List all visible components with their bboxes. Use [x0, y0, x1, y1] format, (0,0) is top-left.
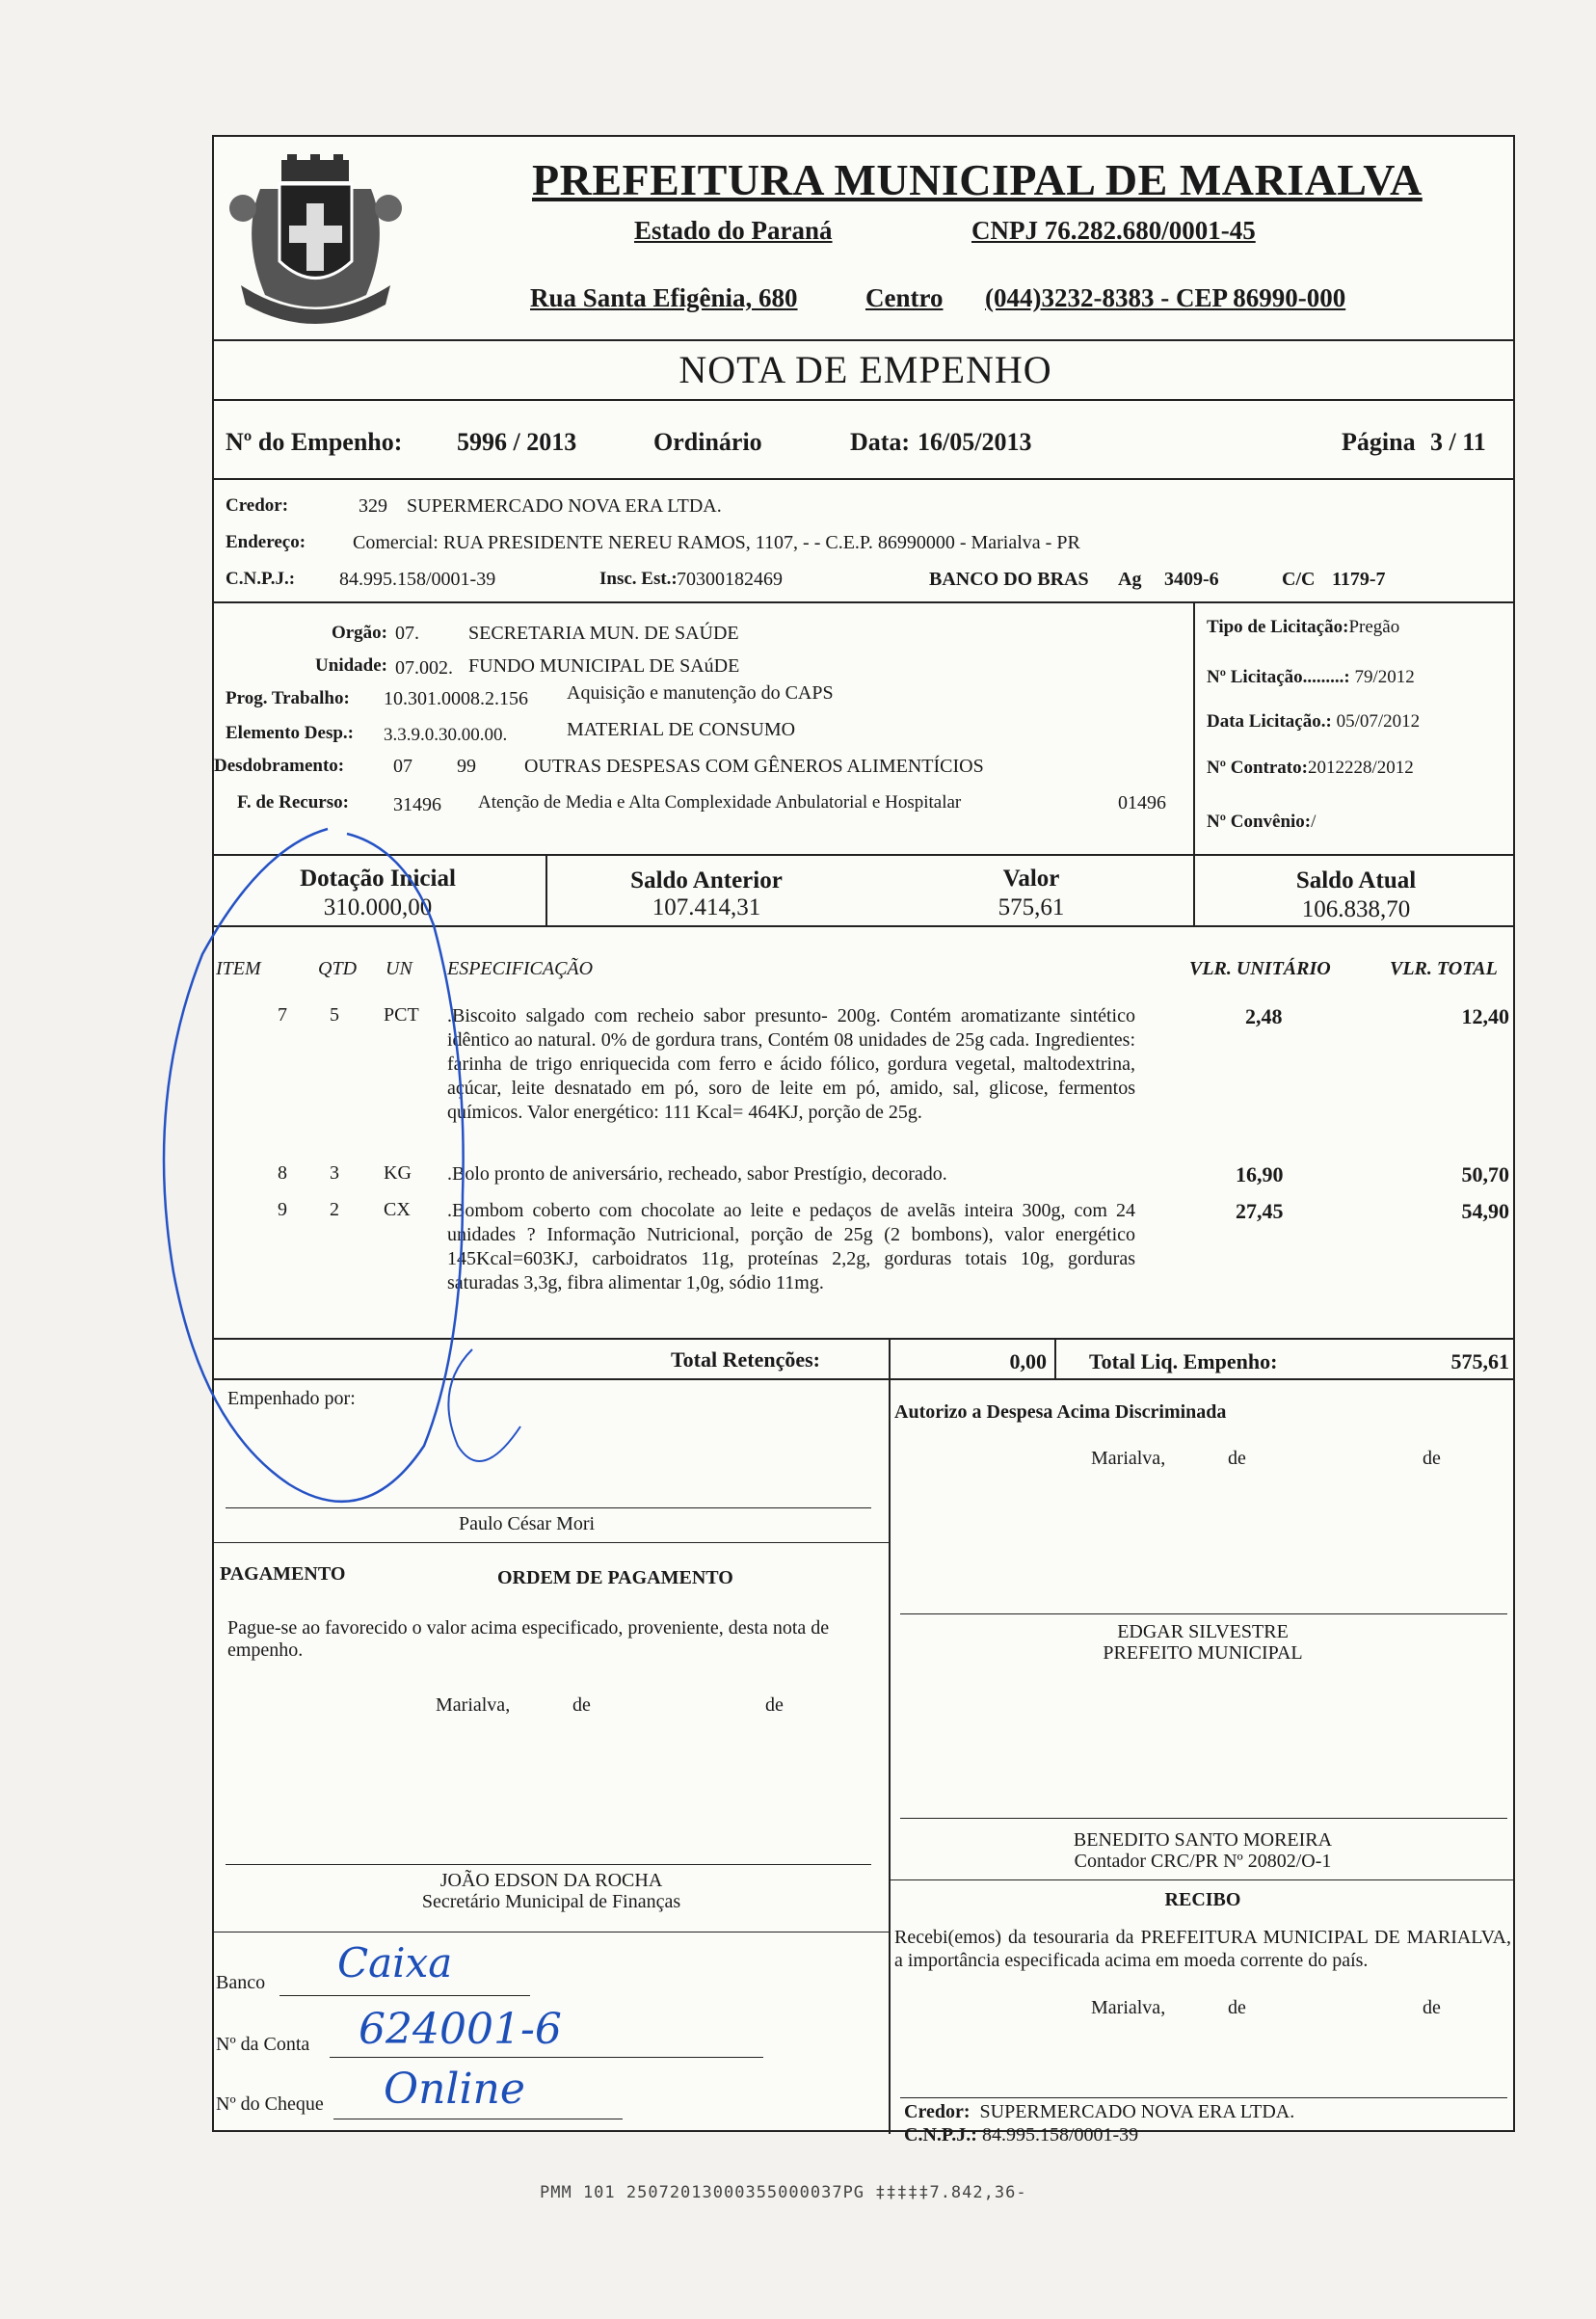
item-number: 7 [278, 1004, 287, 1026]
bank-cc: 1179-7 [1332, 569, 1386, 590]
col-vlr-unit: VLR. UNITÁRIO [1189, 958, 1331, 979]
recurso-code2: 01496 [1118, 792, 1166, 813]
licitacao-num-label: Nº Licitação.........: [1207, 667, 1350, 687]
elem-label: Elemento Desp.: [226, 723, 354, 743]
licitacao-contrato-label: Nº Contrato: [1207, 758, 1308, 778]
insc-label: Insc. Est.: [599, 569, 678, 589]
col-un: UN [386, 958, 412, 979]
banco-handwritten: Caixa [337, 1939, 453, 1986]
item-un: PCT [384, 1004, 419, 1026]
contador-role: Contador CRC/PR Nº 20802/O-1 [1074, 1851, 1332, 1872]
item-unit-price: 2,48 [1245, 1004, 1283, 1028]
pagamento-place: Marialva, [436, 1694, 511, 1716]
item-description: .Bolo pronto de aniversário, recheado, sabor Prestígio, decorado. [447, 1163, 947, 1185]
item-total: 50,70 [1461, 1162, 1509, 1186]
bank-ag: 3409-6 [1164, 569, 1219, 590]
item-unit-price: 16,90 [1236, 1162, 1284, 1186]
item-qtd: 2 [330, 1199, 339, 1220]
empenho-date-label: Data: [850, 428, 911, 456]
conta-label: Nº da Conta [216, 2034, 310, 2055]
licitacao-contrato [1207, 758, 1414, 779]
item-description: .Biscoito salgado com recheio sabor presunto- 200g. Contém aromatizante sintético idêntico ao natural. 0% de gordura trans, Contém 08 unidades de 25g cada. Ingredientes: farinha de trigo enriquecida com ferro e ácido fólico, gordura vegetal, maltodextrina, açúcar, leite desnatado em pó, soro de leite em pó, amido, sal, glicose, fermentos químicos. Valor energético: 111 Kcal= 464KJ, porção de 25g. [447, 1005, 1135, 1123]
pagamento-text: Pague-se ao favorecido o valor acima especificado, proveniente, desta nota de empenho. [227, 1617, 830, 1661]
desd-label: Desdobramento: [214, 756, 345, 776]
licitacao-data [1207, 711, 1420, 733]
coat-of-arms-logo [222, 150, 410, 324]
item-number: 8 [278, 1162, 287, 1184]
item-description: .Bombom coberto com chocolate ao leite e pedaços de avelãs inteira 300g, com 24 unidades ? Informação Nutricional, porção de 25g (2 bombons), valor energético 145Kcal=603KJ, carboidratos 11g, proteínas 2,2g, gorduras totais 10g, gorduras saturadas 3,3g, fibra alimentar 1,0g, sódio 11mg. [447, 1200, 1135, 1293]
autorizo-label: Autorizo a Despesa Acima Discriminada [894, 1401, 1227, 1423]
recibo-title: RECIBO [1164, 1889, 1241, 1910]
conta-handwritten: 624001-6 [359, 2005, 562, 2054]
page-number: 3 / 11 [1430, 428, 1486, 456]
empenho-type: Ordinário [653, 428, 762, 456]
valor-label: Valor [1002, 866, 1060, 892]
item-total: 54,90 [1461, 1199, 1509, 1223]
item-qtd: 5 [330, 1004, 339, 1026]
empenhado-label: Empenhado por: [227, 1388, 356, 1409]
prefeito-name: EDGAR SILVESTRE [1117, 1621, 1289, 1642]
header-cnpj: CNPJ 76.282.680/0001-45 [971, 216, 1256, 245]
col-qtd: QTD [318, 958, 358, 979]
total-liquido-value: 575,61 [1450, 1349, 1509, 1373]
desd-code2: 99 [457, 756, 476, 777]
saldo-atual-value: 106.838,70 [1301, 896, 1411, 922]
doc-title: NOTA DE EMPENHO [678, 348, 1052, 391]
credor-code: 329 [359, 495, 387, 517]
credor-cnpj: 84.995.158/0001-39 [339, 569, 496, 590]
total-retencoes-label: Total Retenções: [671, 1347, 820, 1372]
licitacao-contrato-value: 2012228/2012 [1307, 758, 1414, 778]
bank-ag-label: Ag [1118, 569, 1142, 590]
recibo-credor-label: Credor: [904, 2101, 971, 2122]
licitacao-tipo [1207, 617, 1399, 638]
item-number: 9 [278, 1199, 287, 1220]
dotacao-label: Dotação Inicial [300, 866, 456, 892]
banco-label: Banco [216, 1972, 266, 1993]
page-label: Página [1342, 428, 1416, 456]
desd-code: 07 [393, 756, 412, 777]
cheque-label: Nº do Cheque [216, 2093, 324, 2115]
recibo-credor-value: SUPERMERCADO NOVA ERA LTDA. [979, 2101, 1295, 2122]
total-retencoes-value: 0,00 [1009, 1349, 1047, 1373]
secretario-name: JOÃO EDSON DA ROCHA [439, 1870, 663, 1891]
handwritten-loop-mark [145, 810, 646, 1542]
header-state: Estado do Paraná [634, 216, 833, 245]
empenho-date: 16/05/2013 [918, 428, 1032, 456]
col-item: ITEM [216, 958, 261, 979]
bank-cc-label: C/C [1282, 569, 1316, 590]
recurso-label: F. de Recurso: [237, 792, 349, 813]
licitacao-tipo-value: Pregão [1348, 617, 1400, 637]
recurso-code: 31496 [393, 794, 441, 815]
credor-cnpj-label: C.N.P.J.: [226, 569, 296, 589]
autorizo-de-1: de [1228, 1448, 1246, 1469]
recibo-credor [904, 2101, 1294, 2123]
recurso-name: Atenção de Media e Alta Complexidade Anbulatorial e Hospitalar [478, 792, 962, 813]
empenhado-name: Paulo César Mori [459, 1513, 596, 1534]
recibo-place: Marialva, [1091, 1997, 1166, 2018]
cheque-handwritten: Online [384, 2065, 525, 2114]
orgao-label: Orgão: [331, 623, 387, 643]
col-espec: ESPECIFICAÇÃO [447, 958, 594, 979]
pagamento-de-1: de [572, 1694, 591, 1716]
item-un: KG [384, 1162, 412, 1184]
licitacao-num-value: 79/2012 [1354, 667, 1415, 687]
licitacao-convenio [1207, 812, 1316, 833]
unidade-code: 07.002. [395, 657, 453, 679]
desd-name: OUTRAS DESPESAS COM GÊNEROS ALIMENTÍCIOS [524, 756, 984, 777]
recibo-cnpj [904, 2124, 1138, 2146]
empenho-number-label: Nº do Empenho: [226, 428, 403, 456]
endereco-value: Comercial: RUA PRESIDENTE NEREU RAMOS, 1107, - - C.E.P. 86990000 - Marialva - PR [353, 532, 1080, 553]
ordem-pagamento-title: ORDEM DE PAGAMENTO [497, 1567, 733, 1588]
endereco-label: Endereço: [226, 532, 306, 552]
col-vlr-total: VLR. TOTAL [1390, 958, 1498, 979]
licitacao-convenio-label: Nº Convênio: [1207, 812, 1312, 832]
recibo-de-2: de [1423, 1997, 1441, 2018]
orgao-name: SECRETARIA MUN. DE SAÚDE [468, 623, 739, 644]
recibo-cnpj-value: 84.995.158/0001-39 [981, 2124, 1139, 2146]
licitacao-tipo-label: Tipo de Licitação: [1207, 617, 1349, 637]
prog-name: Aquisição e manutenção do CAPS [567, 682, 834, 704]
header-district: Centro [865, 283, 944, 312]
autorizo-place: Marialva, [1091, 1448, 1166, 1469]
saldo-atual-label: Saldo Atual [1295, 867, 1417, 893]
unidade-label: Unidade: [315, 655, 387, 676]
pagamento-de-2: de [765, 1694, 784, 1716]
prefeito-role: PREFEITO MUNICIPAL [1103, 1642, 1303, 1664]
saldo-anterior-value: 107.414,31 [652, 894, 761, 920]
dotacao-value: 310.000,00 [323, 894, 433, 920]
elem-code: 3.3.9.0.30.00.00. [384, 725, 508, 745]
licitacao-convenio-value: / [1311, 812, 1317, 832]
total-liquido-label: Total Liq. Empenho: [1089, 1349, 1278, 1373]
licitacao-data-label: Data Licitação.: [1207, 711, 1332, 732]
prog-code: 10.301.0008.2.156 [384, 688, 528, 709]
item-unit-price: 27,45 [1236, 1199, 1284, 1223]
item-qtd: 3 [330, 1162, 339, 1184]
pagamento-label: PAGAMENTO [220, 1563, 346, 1585]
recibo-cnpj-label: C.N.P.J.: [904, 2124, 977, 2146]
elem-name: MATERIAL DE CONSUMO [567, 719, 796, 740]
recibo-de-1: de [1228, 1997, 1246, 2018]
recibo-text: Recebi(emos) da tesouraria da PREFEITURA MUNICIPAL DE MARIALVA, a importância especificada acima em moeda corrente do país. [894, 1927, 1511, 1971]
bank-name: BANCO DO BRAS [929, 569, 1089, 590]
header-title: PREFEITURA MUNICIPAL DE MARIALVA [532, 155, 1423, 204]
insc-value: 70300182469 [677, 569, 783, 590]
valor-value: 575,61 [998, 894, 1065, 920]
unidade-name: FUNDO MUNICIPAL DE SAúDE [468, 655, 740, 677]
orgao-code: 07. [395, 623, 419, 644]
header-phone-cep: (044)3232-8383 - CEP 86990-000 [985, 283, 1346, 312]
licitacao-data-value: 05/07/2012 [1336, 711, 1421, 732]
item-total: 12,40 [1461, 1004, 1509, 1028]
licitacao-num [1207, 667, 1415, 688]
credor-label: Credor: [226, 495, 289, 516]
secretario-role: Secretário Municipal de Finanças [421, 1891, 681, 1912]
item-un: CX [384, 1199, 411, 1220]
credor-name: SUPERMERCADO NOVA ERA LTDA. [407, 495, 722, 517]
autorizo-de-2: de [1423, 1448, 1441, 1469]
empenho-number: 5996 / 2013 [457, 428, 577, 456]
saldo-anterior-label: Saldo Anterior [630, 867, 783, 893]
contador-name: BENEDITO SANTO MOREIRA [1073, 1829, 1333, 1851]
footer-stamp: PMM 101 25072013000355000037PG ‡‡‡‡‡7.842,36- [540, 2183, 1027, 2202]
header-address: Rua Santa Efigênia, 680 [530, 283, 798, 312]
prog-label: Prog. Trabalho: [226, 688, 350, 708]
